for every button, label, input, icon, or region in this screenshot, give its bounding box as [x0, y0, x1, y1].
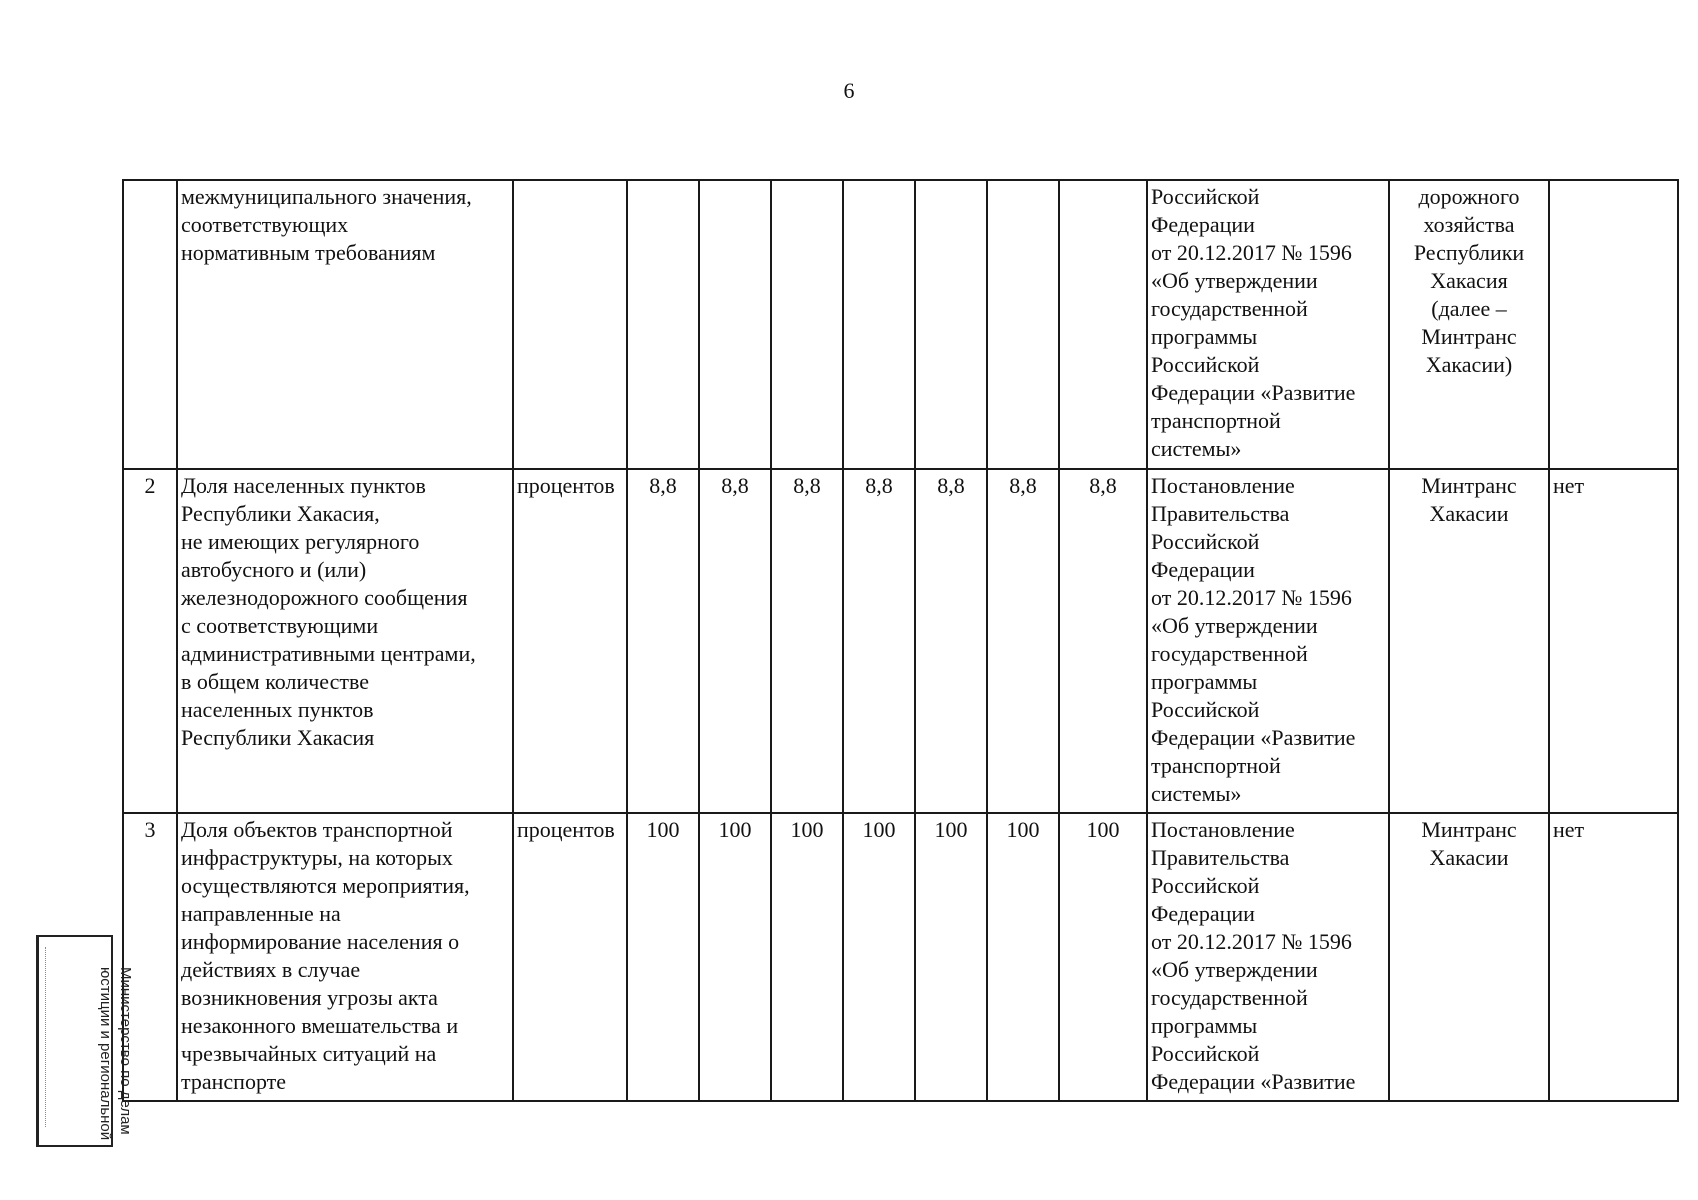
table-row — [123, 469, 1678, 813]
value-cell: 100 — [771, 813, 843, 1101]
stamp-text — [95, 967, 135, 1157]
value-cell: 100 — [915, 813, 987, 1101]
unit-cell: процентов — [513, 469, 627, 813]
document-cell: Российской Федерации от 20.12.2017 № 1596 «Об утверждении государственной программы Российской Федерации «Развитие транспортной системы» — [1147, 180, 1389, 469]
value-cell: 8,8 — [987, 469, 1059, 813]
value-cell: 100 — [1059, 813, 1147, 1101]
responsible-cell: дорожного хозяйства Республики Хакасия (далее – Минтранс Хакасии) — [1389, 180, 1549, 469]
stamp-line-1: Министерство по делам — [117, 967, 134, 1135]
value-cell: 100 — [627, 813, 699, 1101]
stamp-line-2: юстиции и региональной — [97, 967, 114, 1141]
value-cell — [771, 180, 843, 469]
value-cell — [1059, 180, 1147, 469]
value-cell — [915, 180, 987, 469]
row-number — [123, 180, 177, 469]
value-cell — [699, 180, 771, 469]
page-number: 6 — [843, 78, 855, 103]
document-cell: Постановление Правительства Российской Федерации от 20.12.2017 № 1596 «Об утверждении государственной программы Российской Федерации «Развитие транспортной системы» — [1147, 469, 1389, 813]
ministry-stamp — [36, 935, 134, 1147]
responsible-cell: Минтранс Хакасии — [1389, 469, 1549, 813]
extra-cell: нет — [1549, 813, 1678, 1101]
stamp-dotted-line — [45, 947, 56, 1127]
table-row — [123, 813, 1678, 1101]
unit-cell: процентов — [513, 813, 627, 1101]
indicator-name: Доля объектов транспортной инфраструктуры, на которых осуществляются мероприятия, направленные на информирование населения о действиях в случае возникновения угрозы акта незаконного вмешательства и чрезвычайных ситуаций на транспорте — [177, 813, 513, 1101]
value-cell: 8,8 — [915, 469, 987, 813]
extra-cell — [1549, 180, 1678, 469]
value-cell — [987, 180, 1059, 469]
responsible-cell: Минтранс Хакасии — [1389, 813, 1549, 1101]
value-cell: 8,8 — [699, 469, 771, 813]
value-cell — [627, 180, 699, 469]
value-cell: 100 — [699, 813, 771, 1101]
unit-cell — [513, 180, 627, 469]
value-cell: 8,8 — [1059, 469, 1147, 813]
value-cell — [843, 180, 915, 469]
value-cell: 100 — [987, 813, 1059, 1101]
value-cell: 8,8 — [771, 469, 843, 813]
extra-cell: нет — [1549, 469, 1678, 813]
row-number: 2 — [123, 469, 177, 813]
indicator-name: межмуниципального значения, соответствующих нормативным требованиям — [177, 180, 513, 469]
value-cell: 8,8 — [843, 469, 915, 813]
document-cell: Постановление Правительства Российской Федерации от 20.12.2017 № 1596 «Об утверждении государственной программы Российской Федерации «Развитие — [1147, 813, 1389, 1101]
value-cell: 100 — [843, 813, 915, 1101]
value-cell: 8,8 — [627, 469, 699, 813]
indicator-name: Доля населенных пунктов Республики Хакасия, не имеющих регулярного автобусного и (или) железнодорожного сообщения с соответствующими административными центрами, в общем количестве населенных пунктов Республики Хакасия — [177, 469, 513, 813]
indicators-table — [122, 179, 1679, 1102]
row-number: 3 — [123, 813, 177, 1101]
table-row — [123, 180, 1678, 469]
